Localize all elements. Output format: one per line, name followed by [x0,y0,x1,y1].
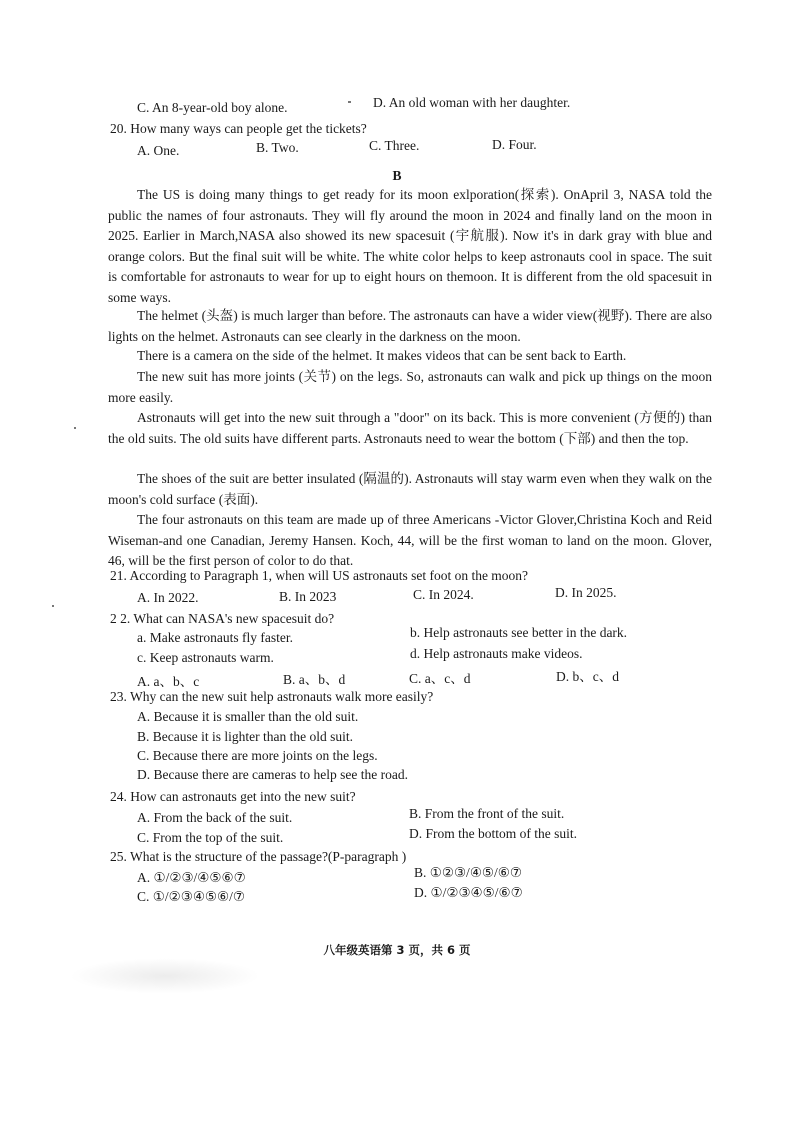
scan-speck [74,427,76,429]
q20-option-c: C. Three. [369,138,420,153]
q21-option-d: D. In 2025. [555,585,617,600]
passage-paragraph-5: Astronauts will get into the new suit through a "door" on its back. This is more convenient (方便的) than the old suits. The old suits have different parts. Astronauts need to wear the bottom (下部) and then the top. [108,410,712,446]
q20-option-d: D. Four. [492,137,537,152]
q22-choice-c: c. Keep astronauts warm. [137,650,274,665]
q22-option-b: B. a、b、d [283,672,346,687]
q22-choice-b: b. Help astronauts see better in the dark. [410,625,628,640]
q20-stem: 20. How many ways can people get the tickets? [110,121,367,136]
q25-option-d: D. ①/②③④⑤/⑥⑦ [414,885,523,900]
q21-stem: 21. According to Paragraph 1, when will US astronauts set foot on the moon? [110,568,529,583]
q25-option-a: A. ①/②③/④⑤⑥⑦ [137,870,246,885]
q22-choice-a: a. Make astronauts fly faster. [137,630,293,645]
q24-option-b: B. From the front of the suit. [409,806,565,821]
q24-option-d: D. From the bottom of the suit. [409,826,577,841]
q23-option-c: C. Because there are more joints on the legs. [137,748,378,763]
q23-option-b: B. Because it is lighter than the old suit. [137,729,353,744]
q20-option-a: A. One. [137,143,180,158]
passage-paragraph-3: There is a camera on the side of the helmet. It makes videos that can be sent back to Earth. [137,348,627,363]
passage-paragraph-2: The helmet (头盔) is much larger than before. The astronauts can have a wider view(视野). There are also lights on the helmet. Astronauts can see clearly in the darkness on the moon. [108,308,712,344]
q25-option-b: B. ①②③/④⑤/⑥⑦ [414,865,522,880]
q24-option-c: C. From the top of the suit. [137,830,284,845]
q21-option-c: C. In 2024. [413,587,474,602]
q22-option-a: A. a、b、c [137,674,200,689]
section-heading: B [392,168,402,183]
passage-paragraph-1: The US is doing many things to get ready for its moon exlporation(探索). OnApril 3, NASA told the public the names of four astronauts. They will fly around the moon in 2024 and finally land on the moon in 2025. Earlier in March,NASA also showed its new spacesuit (宇航服). Now it's in dark gray with blue and orange colors. But the final suit will be white. The white color helps to keep astronauts cool in space. The suit is comfortable for astronauts to wear for up to eight hours on themoon. It is different from the old spacesuit in some ways. [108,187,712,305]
passage-paragraph-4: The new suit has more joints (关节) on the legs. So, astronauts can walk and pick up things on the moon more easily. [108,369,712,405]
q22-option-d: D. b、c、d [556,669,619,684]
q22-option-c: C. a、c、d [409,671,471,686]
q19-option-d: D. An old woman with her daughter. [373,95,571,110]
q25-stem: 25. What is the structure of the passage?(P-paragraph ) [110,849,407,864]
scan-speck [348,101,351,103]
scan-smudge [70,958,260,994]
passage-paragraph-7: The four astronauts on this team are made up of three Americans -Victor Glover,Christina Koch and Reid Wiseman-and one Canadian, Jeremy Hansen. Koch, 44, will be the first woman to land on the moon. Glover, 46, will be the first person of color to do that. [108,512,712,568]
passage-paragraph-6: The shoes of the suit are better insulated (隔温的). Astronauts will stay warm even when they walk on the moon's cold surface (表面). [108,471,712,507]
q22-stem: 2 2. What can NASA's new spacesuit do? [110,611,335,626]
q19-option-c: C. An 8-year-old boy alone. [137,100,288,115]
q20-option-b: B. Two. [256,140,299,155]
q23-option-d: D. Because there are cameras to help see the road. [137,767,408,782]
q21-option-a: A. In 2022. [137,590,199,605]
q21-option-b: B. In 2023 [279,589,337,604]
q23-stem: 23. Why can the new suit help astronauts walk more easily? [110,689,434,704]
scan-speck [52,605,54,607]
q24-stem: 24. How can astronauts get into the new suit? [110,789,356,804]
q23-option-a: A. Because it is smaller than the old suit. [137,709,359,724]
page-footer: 八年级英语第 3 页，共 6 页 [323,943,471,957]
q22-choice-d: d. Help astronauts make videos. [410,646,583,661]
q25-option-c: C. ①/②③④⑤⑥/⑦ [137,889,245,904]
q24-option-a: A. From the back of the suit. [137,810,293,825]
